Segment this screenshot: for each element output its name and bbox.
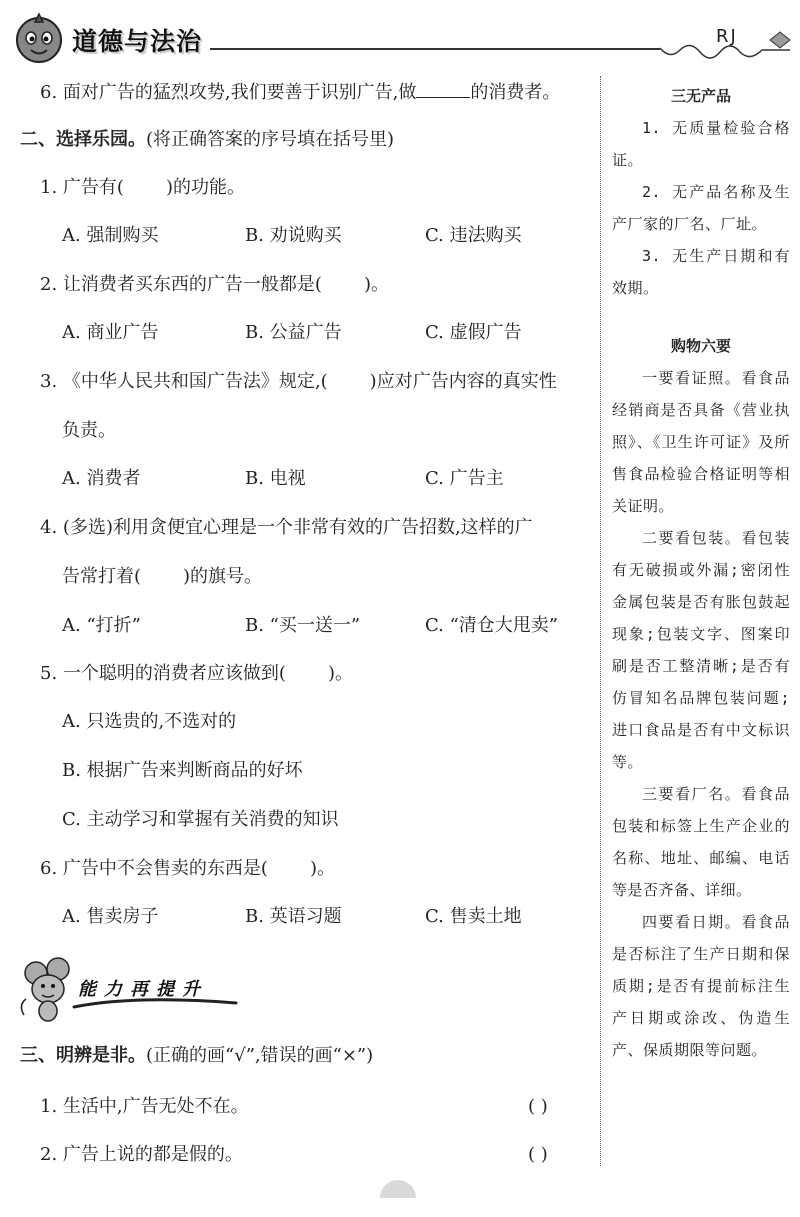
option-c: C. 违法购买	[425, 225, 522, 246]
option-a: A. 消费者	[62, 468, 141, 489]
answer-blank[interactable]	[416, 80, 470, 98]
sidebar-item: 2. 无产品名称及生产厂家的厂名、厂址。	[612, 183, 790, 233]
choice-question-2	[40, 273, 389, 297]
option-c: C. 虚假广告	[425, 322, 522, 343]
sidebar-item: 1. 无质量检验合格证。	[612, 119, 790, 169]
question-text: )的旗号。	[183, 566, 263, 587]
judge-item-1: 1. 生活中,广告无处不在。	[40, 1096, 249, 1117]
question-text: 广告中不会售卖的东西是(	[62, 858, 268, 879]
question-continuation	[62, 565, 262, 589]
question-text: (多选)利用贪便宜心理是一个非常有效的广告招数,这样的广	[62, 517, 533, 538]
question-text: 让消费者买东西的广告一般都是(	[62, 274, 322, 295]
option-b: B. 公益广告	[245, 322, 342, 343]
question-number: 1.	[40, 177, 58, 198]
sidebar-box-three-no-products	[612, 80, 790, 304]
question-text: )的功能。	[165, 177, 245, 198]
sidebar-item: 3. 无生产日期和有效期。	[612, 247, 790, 297]
option-b: B. 英语习题	[245, 906, 342, 927]
question-text: 广告有(	[62, 177, 124, 198]
sidebar-item: 三要看厂名。看食品包装和标签上生产企业的名称、地址、邮编、电话等是否齐备、详细。	[612, 785, 790, 899]
choice-question-3	[40, 370, 557, 394]
option-c: C. “清仓大甩卖”	[425, 615, 558, 636]
sidebar-title: 购物六要	[670, 337, 731, 355]
section-instruction: (将正确答案的序号填在括号里)	[146, 129, 395, 150]
sidebar-title: 三无产品	[670, 87, 731, 105]
section-2-heading	[20, 128, 394, 152]
choice-question-4	[40, 516, 533, 540]
judge-item-2: 2. 广告上说的都是假的。	[40, 1144, 243, 1165]
judge-answer-paren[interactable]: ( )	[528, 1144, 548, 1165]
option-a: A. “打折”	[62, 615, 141, 636]
choice-question-1	[40, 176, 245, 200]
sidebar-item: 二要看包装。看包装有无破损或外漏;密闭性金属包装是否有胀包鼓起现象;包装文字、图案印刷是否工整清晰;是否有仿冒知名品牌包装问题;进口食品是否有中文标识等。	[612, 529, 790, 771]
section-title: 三、明辨是非。	[20, 1045, 146, 1066]
option-b: B. 劝说购买	[245, 225, 342, 246]
judge-answer-paren[interactable]: ( )	[528, 1096, 548, 1117]
edition-label: RJ	[716, 26, 738, 47]
section-title: 二、选择乐园。	[20, 129, 146, 150]
question-text: 的消费者。	[470, 82, 561, 103]
choice-question-6	[40, 857, 335, 881]
option-c: C. 主动学习和掌握有关消费的知识	[62, 809, 339, 830]
option-c: C. 售卖土地	[425, 906, 522, 927]
question-text: )。	[309, 858, 335, 879]
option-b: B. 根据广告来判断商品的好坏	[62, 760, 303, 781]
option-c: C. 广告主	[425, 468, 504, 489]
ability-banner-title: 能力再提升	[78, 979, 208, 1000]
question-text: )。	[363, 274, 389, 295]
page-number-tab	[380, 1180, 416, 1198]
question-continuation: 负责。	[62, 420, 116, 441]
mascot-icon	[10, 10, 68, 68]
question-number: 4.	[40, 517, 58, 538]
question-number: 5.	[40, 663, 58, 684]
section-3-heading	[20, 1044, 373, 1068]
page-header	[0, 0, 800, 72]
sidebar-item: 一要看证照。看食品经销商是否具备《营业执照》、《卫生许可证》及所售食品检验合格证明等相关证明。	[612, 369, 790, 515]
option-a: A. 强制购买	[62, 225, 159, 246]
header-rule	[210, 48, 660, 50]
choice-question-5	[40, 662, 353, 686]
question-text: 告常打着(	[62, 566, 142, 587]
column-divider	[600, 76, 601, 1166]
fill-question-6	[40, 80, 560, 105]
sidebar-item: 四要看日期。看食品是否标注了生产日期和保质期;是否有提前标注生产日期或涂改、伪造生产、保质期限等问题。	[612, 913, 790, 1059]
option-b: B. 电视	[245, 468, 306, 489]
question-text: )。	[327, 663, 353, 684]
question-text: 一个聪明的消费者应该做到(	[62, 663, 286, 684]
question-text: 6. 面对广告的猛烈攻势,我们要善于识别广告,做	[40, 82, 417, 103]
question-text: )应对广告内容的真实性	[369, 371, 557, 392]
question-number: 6.	[40, 858, 58, 879]
question-number: 3.	[40, 371, 58, 392]
question-text: 《中华人民共和国广告法》规定,(	[62, 371, 328, 392]
option-b: B. “买一送一”	[245, 615, 361, 636]
option-a: A. 售卖房子	[62, 906, 159, 927]
option-a: A. 商业广告	[62, 322, 159, 343]
sidebar-box-shopping-tips	[612, 330, 790, 1066]
brand-title: 道德与法治	[72, 27, 203, 56]
section-instruction: (正确的画“√”,错误的画“×”)	[146, 1045, 374, 1066]
question-number: 2.	[40, 274, 58, 295]
option-a: A. 只选贵的,不选对的	[62, 711, 237, 732]
